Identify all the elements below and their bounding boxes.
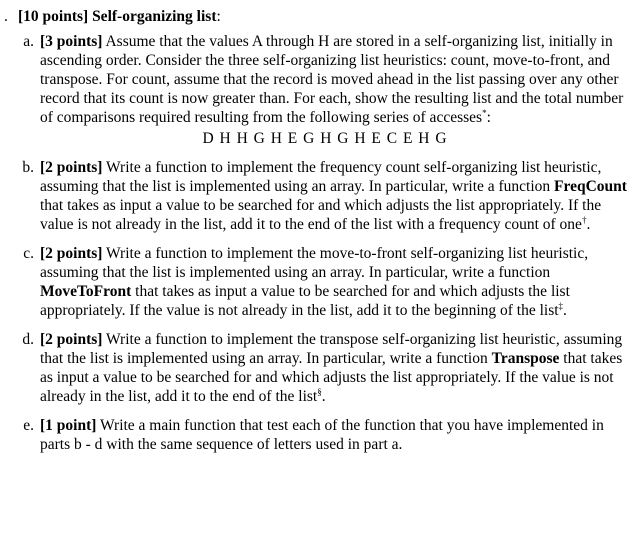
part-a-points: [3 points] (40, 33, 103, 50)
header-bullet: . (4, 8, 8, 25)
question-header (4, 7, 630, 29)
part-d-body (40, 330, 630, 406)
part-c-text-2: that takes as input a value to be searched for and which adjusts the list appropriately. If the value is not already in the list, add it to the beginning of the list (40, 283, 570, 319)
part-d (4, 330, 630, 406)
part-e-points: [1 point] (40, 417, 97, 434)
part-c-text-1: Write a function to implement the move-to-front self-organizing list heuristic, assuming that the list is implemented using an array. In particular, write a function (40, 245, 589, 281)
part-b (4, 158, 630, 234)
question-parts-list (4, 32, 630, 454)
part-c-points: [2 points] (40, 245, 103, 262)
part-e-body (40, 416, 630, 454)
part-c-body (40, 244, 630, 320)
part-c-marker: c. (23, 245, 34, 262)
part-b-text-1: Write a function to implement the frequency count self-organizing list heuristic, assuming that the list is implemented using an array. In particular, write a function (40, 159, 602, 195)
part-a-colon: : (486, 109, 491, 126)
part-c-footnote-mark: ‡ (558, 300, 564, 311)
part-a-marker: a. (23, 33, 34, 50)
part-d-marker: d. (22, 331, 34, 348)
function-name-transpose: Transpose (491, 350, 560, 367)
part-e (4, 416, 630, 454)
part-b-points: [2 points] (40, 159, 103, 176)
part-e-text: Write a main function that test each of the function that you have implemented in parts b - d with the same sequence of letters used in part a. (40, 417, 604, 453)
part-a-text: Assume that the values A through H are stored in a self-organizing list, initially in ascending order. Consider the three self-organizing list heuristics: count, move-to-front, and transpose. For count, assume that the record is moved ahead in the list passing over any other record that its count is now greater than. For each, show the resulting list and the total number of comparisons required resulting from the following series of accesses (40, 33, 624, 126)
part-b-body (40, 158, 630, 234)
part-e-marker: e. (23, 417, 34, 434)
part-d-end: . (321, 388, 326, 405)
part-c (4, 244, 630, 320)
part-a-body (40, 32, 630, 148)
header-colon: : (216, 8, 221, 25)
question-title: [10 points] Self-organizing list (18, 8, 217, 25)
part-a (4, 32, 630, 148)
part-c-end: . (563, 302, 567, 319)
part-d-text-2: that takes as input a value to be searched for and which adjusts the list appropriately. If the value is not already in the list, add it to the end of the list (40, 350, 623, 405)
function-name-freqcount: FreqCount (554, 178, 627, 195)
part-b-footnote-mark: † (581, 214, 587, 225)
function-name-movetofront: MoveToFront (40, 283, 132, 300)
access-sequence: D H H G H E G H G H E C E H G (202, 130, 448, 147)
part-d-text-1: Write a function to implement the transpose self-organizing list heuristic, assuming that the list is implemented using an array. In particular, write a function (40, 331, 623, 367)
part-d-footnote-mark: § (317, 386, 322, 397)
part-b-text-2: that takes as input a value to be searched for and which adjusts the list appropriately. If the value is not already in the list, add it to the end of the list with a frequency count of one (40, 197, 602, 233)
part-d-points: [2 points] (40, 331, 103, 348)
part-b-end: . (586, 216, 591, 233)
part-a-footnote-mark: * (482, 107, 487, 118)
part-b-marker: b. (22, 159, 34, 176)
